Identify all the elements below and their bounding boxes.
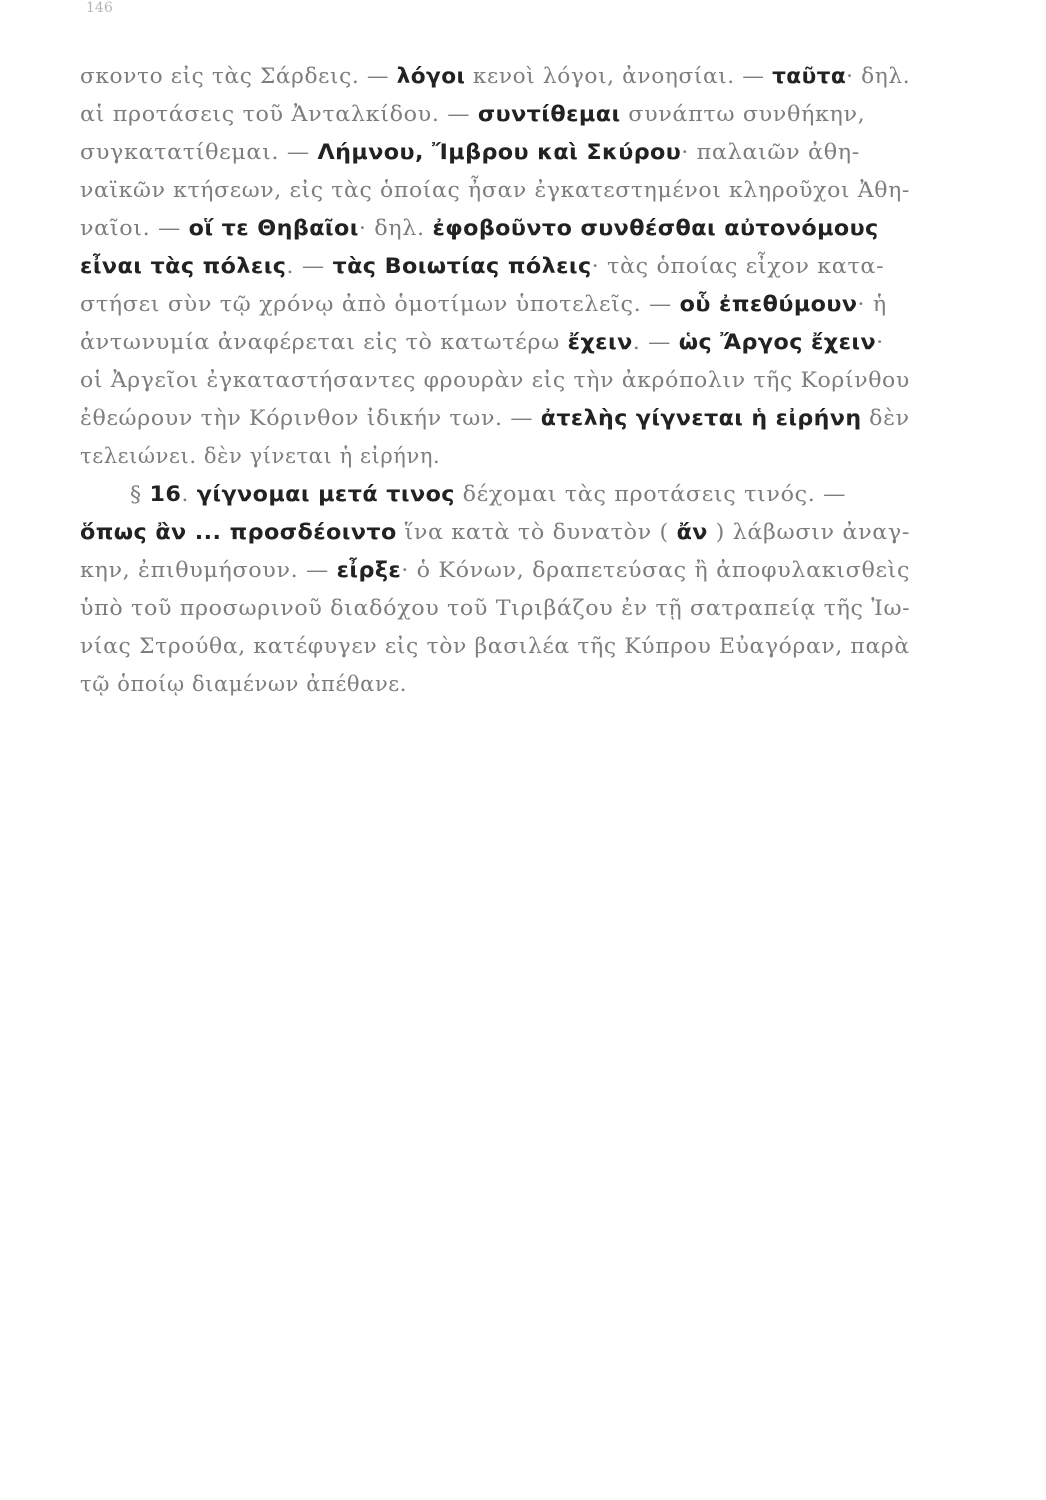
gloss-text: . — [632,330,679,354]
lemma-text: 16 [149,482,182,506]
gloss-text: συγκατατίθεμαι. — [80,140,318,164]
text-line [80,558,910,596]
commentary-text [80,64,910,710]
text-line [80,406,910,444]
lemma-text: οὗ ἐπεθύμουν [679,292,858,316]
text-line [80,672,910,710]
gloss-text: . — [286,254,333,278]
lemma-text: ἀτελὴς γίγνεται ἡ εἰρήνη [540,406,862,430]
gloss-text: τῷ ὁποίῳ διαμένων ἀπέθανε. [80,672,408,696]
lemma-text: συντίθεμαι [477,102,621,126]
gloss-text: οἱ Ἀργεῖοι ἐγκαταστήσαντες φρουρὰν εἰς τὴν ἀκρόπολιν τῆς Κορίνθου [80,368,910,392]
gloss-text: · τὰς ὁποίας εἶχον κατα- [591,254,885,278]
lemma-text: ταῦτα [772,64,847,88]
gloss-text: ἵνα κατὰ τὸ δυνατὸν ( [396,520,677,544]
page-number: 146 [86,0,113,16]
gloss-text: ἀντωνυμία ἀναφέρεται εἰς τὸ κατωτέρω [80,330,568,354]
gloss-text: · δηλ. [358,216,433,240]
lemma-text: λόγοι [396,64,466,88]
text-line [80,140,910,178]
gloss-text: · δηλ. [846,64,911,88]
text-line [80,254,910,292]
lemma-text: ὅπως ἂν ... προσδέοιντο [80,520,397,544]
gloss-text: . [181,482,197,506]
gloss-text: § [130,482,150,506]
text-line [80,520,910,558]
gloss-text: ναῖοι. — [80,216,189,240]
gloss-text: · ἡ [857,292,887,316]
text-line [80,368,910,406]
lemma-text: ἄν [676,520,708,544]
gloss-text: τελειώνει. δὲν γίνεται ἡ εἰρήνη. [80,444,441,468]
gloss-text: ὑπὸ τοῦ προσωρινοῦ διαδόχου τοῦ Τιριβάζου ἐν τῇ σατραπείᾳ τῆς Ἰω- [80,596,911,620]
gloss-text: · παλαιῶν ἀθη- [681,140,860,164]
gloss-text: ) λάβωσιν ἀναγ- [707,520,911,544]
text-line [80,102,910,140]
gloss-text: κην, ἐπιθυμήσουν. — [80,558,337,582]
gloss-text: δὲν [861,406,910,430]
gloss-text: νίας Στρούθα, κατέφυγεν εἰς τὸν βασιλέα τῆς Κύπρου Εὐαγόραν, παρὰ [80,634,910,658]
text-line [80,178,910,216]
text-line [80,482,910,520]
lemma-text: οἵ τε Θηβαῖοι [188,216,359,240]
gloss-text: · ὁ Κόνων, δραπετεύσας ἢ ἀποφυλακισθεὶς [401,558,911,582]
gloss-text: κενοὶ λόγοι, ἀνοησίαι. — [465,64,773,88]
gloss-text: σκοντο εἰς τὰς Σάρδεις. — [80,64,397,88]
text-line [80,64,910,102]
lemma-text: ὡς Ἄργος ἔχειν [678,330,877,354]
gloss-text: ναϊκῶν κτήσεων, εἰς τὰς ὁποίας ἦσαν ἐγκατεστημένοι κληροῦχοι Ἀθη- [80,178,910,202]
gloss-text: ἐθεώρουν τὴν Κόρινθον ἰδικήν των. — [80,406,541,430]
gloss-text: δέχομαι τὰς προτάσεις τινός. — [454,482,847,506]
lemma-text: ἔχειν [567,330,633,354]
lemma-text: τὰς Βοιωτίας πόλεις [332,254,592,278]
lemma-text: εἶναι τὰς πόλεις [80,254,287,278]
text-line [80,634,910,672]
lemma-text: εἶρξε [336,558,402,582]
lemma-text: γίγνομαι μετά τινος [196,482,455,506]
gloss-text: · [876,330,884,354]
text-line [80,330,910,368]
gloss-text: συνάπτω συνθήκην, [620,102,866,126]
gloss-text: αἱ προτάσεις τοῦ Ἀνταλκίδου. — [80,102,478,126]
gloss-text: στήσει σὺν τῷ χρόνῳ ἀπὸ ὁμοτίμων ὑποτελεῖς. — [80,292,680,316]
lemma-text: Λήμνου, Ἴμβρου καὶ Σκύρου [317,140,682,164]
text-line [80,444,910,482]
text-line [80,596,910,634]
lemma-text: ἐφοβοῦντο συνθέσθαι αὐτονόμους [432,216,879,240]
text-line [80,292,910,330]
text-line [80,216,910,254]
